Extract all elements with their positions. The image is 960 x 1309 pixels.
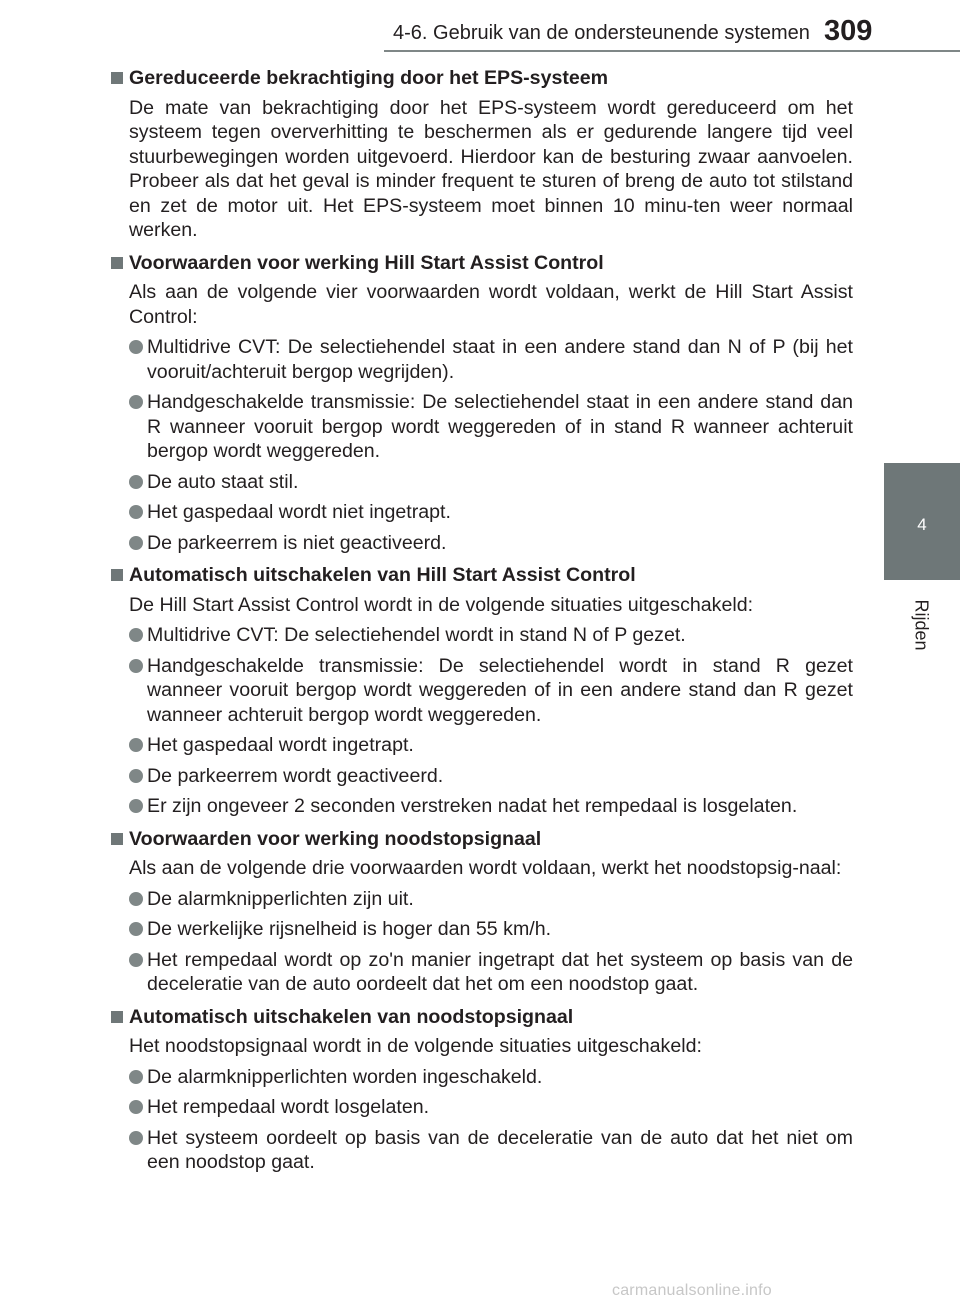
list-item-text: De parkeerrem is niet geactiveerd. [147,531,447,554]
list-item-text: Het gaspedaal wordt ingetrapt. [147,734,414,756]
list-item [129,531,853,556]
circle-bullet-icon [129,892,143,906]
list-item [129,1065,853,1090]
section-heading [111,1005,853,1030]
circle-bullet-icon [129,1131,143,1145]
list-item-text: De parkeerrem wordt geactiveerd. [147,764,444,787]
page-number: 309 [824,15,873,47]
list-item-text: Er zijn ongeveer 2 seconden verstreken nadat het rempedaal is losgelaten. [147,795,798,817]
circle-bullet-icon [129,628,143,642]
section-heading-text: Automatisch uitschakelen van noodstopsignaal [129,1005,574,1028]
section-title: 4-6. Gebruik van de ondersteunende systemen [393,22,810,44]
list-item-text: De alarmknipperlichten zijn uit. [147,887,414,910]
circle-bullet-icon [129,505,143,519]
section-heading [111,66,853,91]
watermark: carmanualsonline.info [612,1282,772,1299]
list-item [129,335,853,384]
section [111,563,853,819]
circle-bullet-icon [129,1100,143,1114]
header-divider [384,50,960,52]
section [111,827,853,997]
list-item [129,887,853,912]
section-heading-text: Automatisch uitschakelen van Hill Start Assist Control [129,564,636,586]
section-paragraph: De Hill Start Assist Control wordt in de volgende situaties uitgeschakeld: [129,593,754,616]
section-paragraph: Als aan de volgende vier voorwaarden wordt voldaan, werkt de Hill Start Assist Control: [129,281,853,328]
circle-bullet-icon [129,659,143,673]
section-heading [111,827,853,852]
circle-bullet-icon [129,536,143,550]
list-item [129,794,853,819]
list-item [129,1095,853,1120]
list-item-text: Het rempedaal wordt op zo'n manier ingetrapt dat het systeem op basis van de deceleratie van de auto oordeelt dat het om een noodstop gaat. [147,948,853,995]
circle-bullet-icon [129,738,143,752]
circle-bullet-icon [129,475,143,489]
list-item [129,733,853,758]
list-item [129,917,853,942]
square-bullet-icon [111,72,123,84]
list-item-text: Handgeschakelde transmissie: De selectiehendel wordt in stand R gezet wanneer vooruit bergop wordt weggereden of in een andere stand dan R gezet wanneer achteruit bergop wordt weggereden. [147,654,853,726]
list-item [129,654,853,728]
list-item-text: De werkelijke rijsnelheid is hoger dan 55 km/h. [147,918,552,940]
section [111,1005,853,1175]
section-heading-text: Voorwaarden voor werking Hill Start Assist Control [129,251,604,274]
chapter-number: 4 [917,515,927,534]
circle-bullet-icon [129,340,143,354]
section [111,66,853,243]
list-item [129,390,853,464]
list-item [129,764,853,789]
section [111,251,853,556]
square-bullet-icon [111,569,123,581]
list-item [129,948,853,997]
list-item [129,500,853,525]
list-item [129,623,853,648]
list-item [129,470,853,495]
list-item-text: De alarmknipperlichten worden ingeschakeld. [147,1065,543,1088]
list-item [129,1126,853,1175]
list-item-text: Multidrive CVT: De selectiehendel wordt in stand N of P gezet. [147,624,686,646]
list-item-text: Handgeschakelde transmissie: De selectiehendel staat in een andere stand dan R wanneer vooruit bergop wordt weggereden of in stand R wanneer achteruit bergop wordt weggereden. [147,391,853,462]
section-paragraph: Het noodstopsignaal wordt in de volgende situaties uitgeschakeld: [129,1035,702,1057]
circle-bullet-icon [129,799,143,813]
square-bullet-icon [111,257,123,269]
circle-bullet-icon [129,395,143,409]
circle-bullet-icon [129,769,143,783]
list-item-text: Multidrive CVT: De selectiehendel staat in een andere stand dan N of P (bij het vooruit/achteruit bergop wegrijden). [147,336,853,383]
page-content [111,66,853,1183]
list-item-text: Het rempedaal wordt losgelaten. [147,1096,430,1118]
chapter-tab [884,463,960,580]
section-heading [111,251,853,276]
chapter-label [900,580,942,670]
chapter-label-text: Rijden [911,599,932,651]
circle-bullet-icon [129,922,143,936]
section-heading-text: Gereduceerde bekrachtiging door het EPS-systeem [129,67,609,89]
section-paragraph: De mate van bekrachtiging door het EPS-systeem wordt gereduceerd om het systeem tegen oververhitting te beschermen als er gedurende langere tijd veel stuurbewegingen worden uitgevoerd. Hierdoor kan de besturing zwaar aanvoelen. Probeer als dat het geval is minder frequent te sturen of breng de auto tot stilstand en zet de motor uit. Het EPS-systeem moet binnen 10 minu-ten weer normaal werken. [129,96,853,241]
section-heading [111,563,853,588]
list-item-text: De auto staat stil. [147,470,299,493]
circle-bullet-icon [129,953,143,967]
circle-bullet-icon [129,1070,143,1084]
section-heading-text: Voorwaarden voor werking noodstopsignaal [129,827,542,850]
square-bullet-icon [111,833,123,845]
square-bullet-icon [111,1011,123,1023]
list-item-text: Het gaspedaal wordt niet ingetrapt. [147,501,451,523]
section-paragraph: Als aan de volgende drie voorwaarden wordt voldaan, werkt het noodstopsig-naal: [129,857,842,879]
list-item-text: Het systeem oordeelt op basis van de deceleratie van de auto dat het niet om een noodstop gaat. [147,1126,853,1173]
